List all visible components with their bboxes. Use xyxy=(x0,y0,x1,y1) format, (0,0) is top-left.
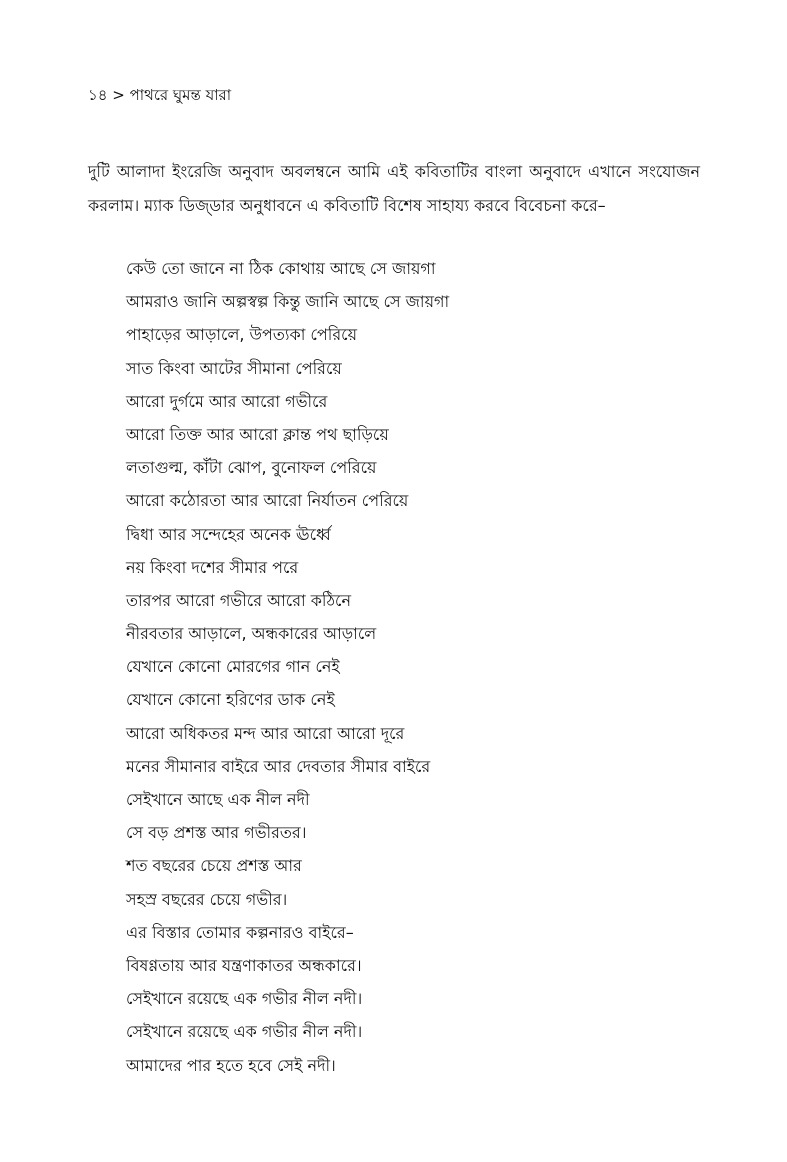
poem-line-22: বিষণ্ণতায় আর যন্ত্রণাকাতর অন্ধকারে। xyxy=(126,955,362,975)
poem-line-25: আমাদের পার হতে হবে সেই নদী। xyxy=(126,1055,336,1075)
poem-line-10: নয় কিংবা দশের সীমার পরে xyxy=(126,557,299,577)
poem-line-24: সেইখানে রয়েছে এক গভীর নীল নদী। xyxy=(126,1022,363,1042)
poem-line-18: সে বড় প্রশস্ত আর গভীরতর। xyxy=(126,823,307,843)
poem-line-13: যেখানে কোনো মোরগের গান নেই xyxy=(126,657,340,677)
poem-line-15: আরো অধিকতর মন্দ আর আরো আরো দূরে xyxy=(126,723,405,743)
poem-line-4: সাত কিংবা আটের সীমানা পেরিয়ে xyxy=(126,358,342,378)
poem-line-16: মনের সীমানার বাইরে আর দেবতার সীমার বাইরে xyxy=(126,756,431,776)
poem-line-1: কেউ তো জানে না ঠিক কোথায় আছে সে জায়গা xyxy=(126,259,436,278)
poem-line-5: আরো দুর্গমে আর আরো গভীরে xyxy=(126,391,328,411)
poem-line-7: লতাগুল্ম, কাঁটা ঝোপ, বুনোফল পেরিয়ে xyxy=(126,458,377,478)
poem-line-8: আরো কঠোরতা আর আরো নির্যাতন পেরিয়ে xyxy=(126,491,409,511)
running-header xyxy=(88,84,231,106)
poem-line-20: সহস্র বছরের চেয়ে গভীর। xyxy=(126,889,288,909)
poem-line-17: সেইখানে আছে এক নীল নদী xyxy=(126,790,310,809)
poem-line-9: দ্বিধা আর সন্দেহের অনেক ঊর্ধ্বে xyxy=(126,524,331,544)
poem xyxy=(126,252,726,1082)
poem-line-21: এর বিস্তার তোমার কল্পনারও বাইরে– xyxy=(126,922,354,942)
poem-line-11: তারপর আরো গভীরে আরো কঠিনে xyxy=(126,590,352,610)
poem-line-23: সেইখানে রয়েছে এক গভীর নীল নদী। xyxy=(126,989,363,1009)
poem-line-3: পাহাড়ের আড়ালে, উপত্যকা পেরিয়ে xyxy=(126,325,358,345)
poem-line-2: আমরাও জানি অল্পস্বল্প কিন্তু জানি আছে সে জায়গা xyxy=(126,292,450,312)
poem-line-12: নীরবতার আড়ালে, অন্ধকারের আড়ালে xyxy=(126,624,377,644)
running-header-title: ১৪ > পাথরে ঘুমন্ত যারা xyxy=(88,86,232,104)
intro-paragraph: দুটি আলাদা ইংরেজি অনুবাদ অবলম্বনে আমি এই কবিতাটির বাংলা অনুবাদে এখানে সংযোজন করলাম। ম্যাক ডিজ্‌ডার অনুধাবনে এ কবিতাটি বিশেষ সাহায্য করবে বিবেচনা করে– xyxy=(88,162,700,215)
poem-line-14: যেখানে কোনো হরিণের ডাক নেই xyxy=(126,690,335,710)
poem-line-6: আরো তিক্ত আর আরো ক্লান্ত পথ ছাড়িয়ে xyxy=(126,424,389,444)
poem-line-19: শত বছরের চেয়ে প্রশস্ত আর xyxy=(126,856,302,876)
